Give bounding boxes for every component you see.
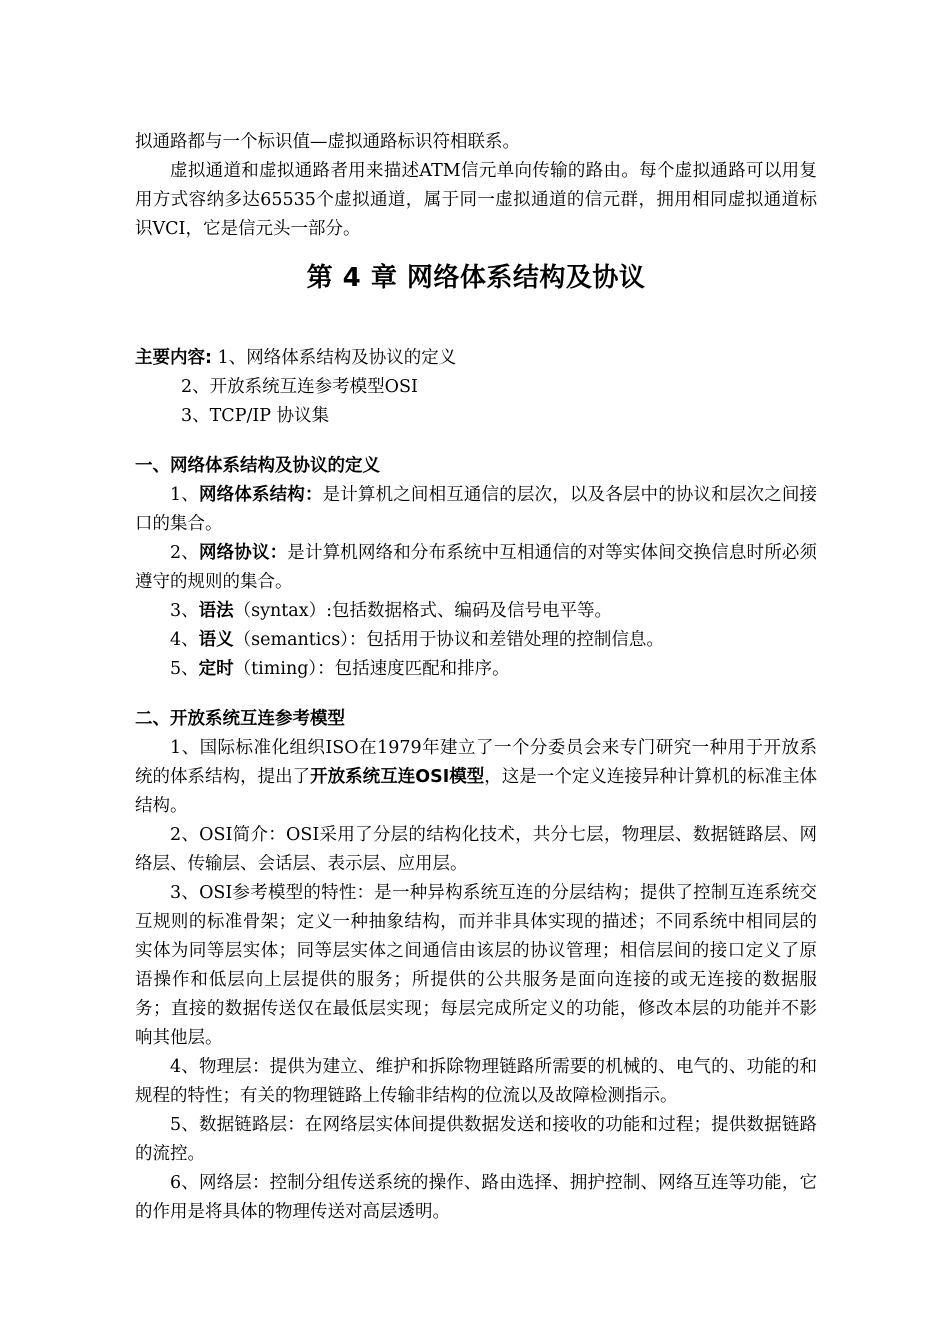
summary-item-2: 2、开放系统互连参考模型OSI [181,377,418,397]
definition-term: 网络协议： [198,543,288,563]
definition-item [135,626,817,655]
definition-text: （syntax）:包括数据格式、编码及信号电平等。 [233,601,613,621]
osi-paragraph-5: 5、数据链路层：在网络层实体间提供数据发送和接收的功能和过程；提供数据链路的流控。 [135,1115,817,1164]
spacer [135,431,817,452]
definition-item [135,597,817,626]
section-2-title: 二、开放系统互连参考模型 [135,709,345,729]
definition-item [135,655,817,684]
osi-term: 开放系统互连OSI模型 [310,767,485,787]
definition-term: 定时 [198,659,234,679]
intro-line: 拟通路都与一个标识值—虚拟通路标识符相联系。 [135,132,520,152]
spacer [135,684,817,705]
spacer [135,298,817,344]
definition-number: 2、 [170,543,199,563]
osi-text: ，这是一个定义连接异种计算机的标准主体结构。 [135,767,818,816]
osi-paragraph-3: 3、OSI参考模型的特性：是一种异构系统互连的分层结构；提供了控制互连系统交互规则的标准骨架；定义一种抽象结构，而并非具体实现的描述；不同系统中相同层的实体为同等层实体；同等层实体之间通信由该层的协议管理；相信层间的接口定义了原语操作和低层向上层提供的服务；所提供的公共服务是面向连接的或无连接的数据服务；直接的数据传送仅在最低层实现；每层完成所定义的功能，修改本层的功能并不影响其他层。 [135,883,817,1048]
definition-number: 4、 [170,630,199,650]
definition-number: 5、 [170,659,199,679]
osi-paragraph-1 [135,734,817,821]
definition-item [135,539,817,597]
osi-paragraph-2: 2、OSI简介：OSI采用了分层的结构化技术，共分七层，物理层、数据链路层、网络层、传输层、会话层、表示层、应用层。 [135,825,817,874]
summary-item-1: 1、网络体系结构及协议的定义 [217,348,457,368]
summary-line [135,344,817,373]
definition-text: 是计算机之间相互通信的层次，以及各层中的协议和层次之间接口的集合。 [135,485,818,534]
section-1-title: 一、网络体系结构及协议的定义 [135,456,380,476]
definition-term: 语法 [198,601,234,621]
summary-item-3: 3、TCP/IP 协议集 [181,406,330,426]
osi-paragraph-4: 4、物理层：提供为建立、维护和拆除物理链路所需要的机械的、电气的、功能的和规程的特性；有关的物理链路上传输非结构的位流以及故障检测指示。 [135,1057,817,1106]
definition-text: 是计算机网络和分布系统中互相通信的对等实体间交换信息时所必须遵守的规则的集合。 [135,543,818,592]
definition-number: 1、 [170,485,199,505]
summary-label: 主要内容: [135,348,212,368]
definition-number: 3、 [170,601,199,621]
osi-text: 1、国际标准化组织ISO在1979年建立了一个分委员会来专门研究一种用于开放系统的体系结构，提出了 [135,738,817,787]
chapter-title: 第 4 章 网络体系结构及协议 [306,263,646,293]
definition-term: 语义 [198,630,234,650]
definition-text: （semantics）：包括用于协议和差错处理的控制信息。 [233,630,664,650]
definition-term: 网络体系结构： [198,485,323,505]
definition-text: （timing）：包括速度匹配和排序。 [233,659,510,679]
document-body [135,128,817,1227]
definition-item [135,481,817,539]
intro-paragraph: 虚拟通道和虚拟通路者用来描述ATM信元单向传输的路由。每个虚拟通路可以用复用方式容纳多达65535个虚拟通道，属于同一虚拟通道的信元群，拥用相同虚拟通道标识VCI，它是信元头一部分。 [135,161,817,239]
osi-paragraph-6: 6、网络层：控制分组传送系统的操作、路由选择、拥护控制、网络互连等功能，它的作用是将具体的物理传送对高层透明。 [135,1173,817,1222]
